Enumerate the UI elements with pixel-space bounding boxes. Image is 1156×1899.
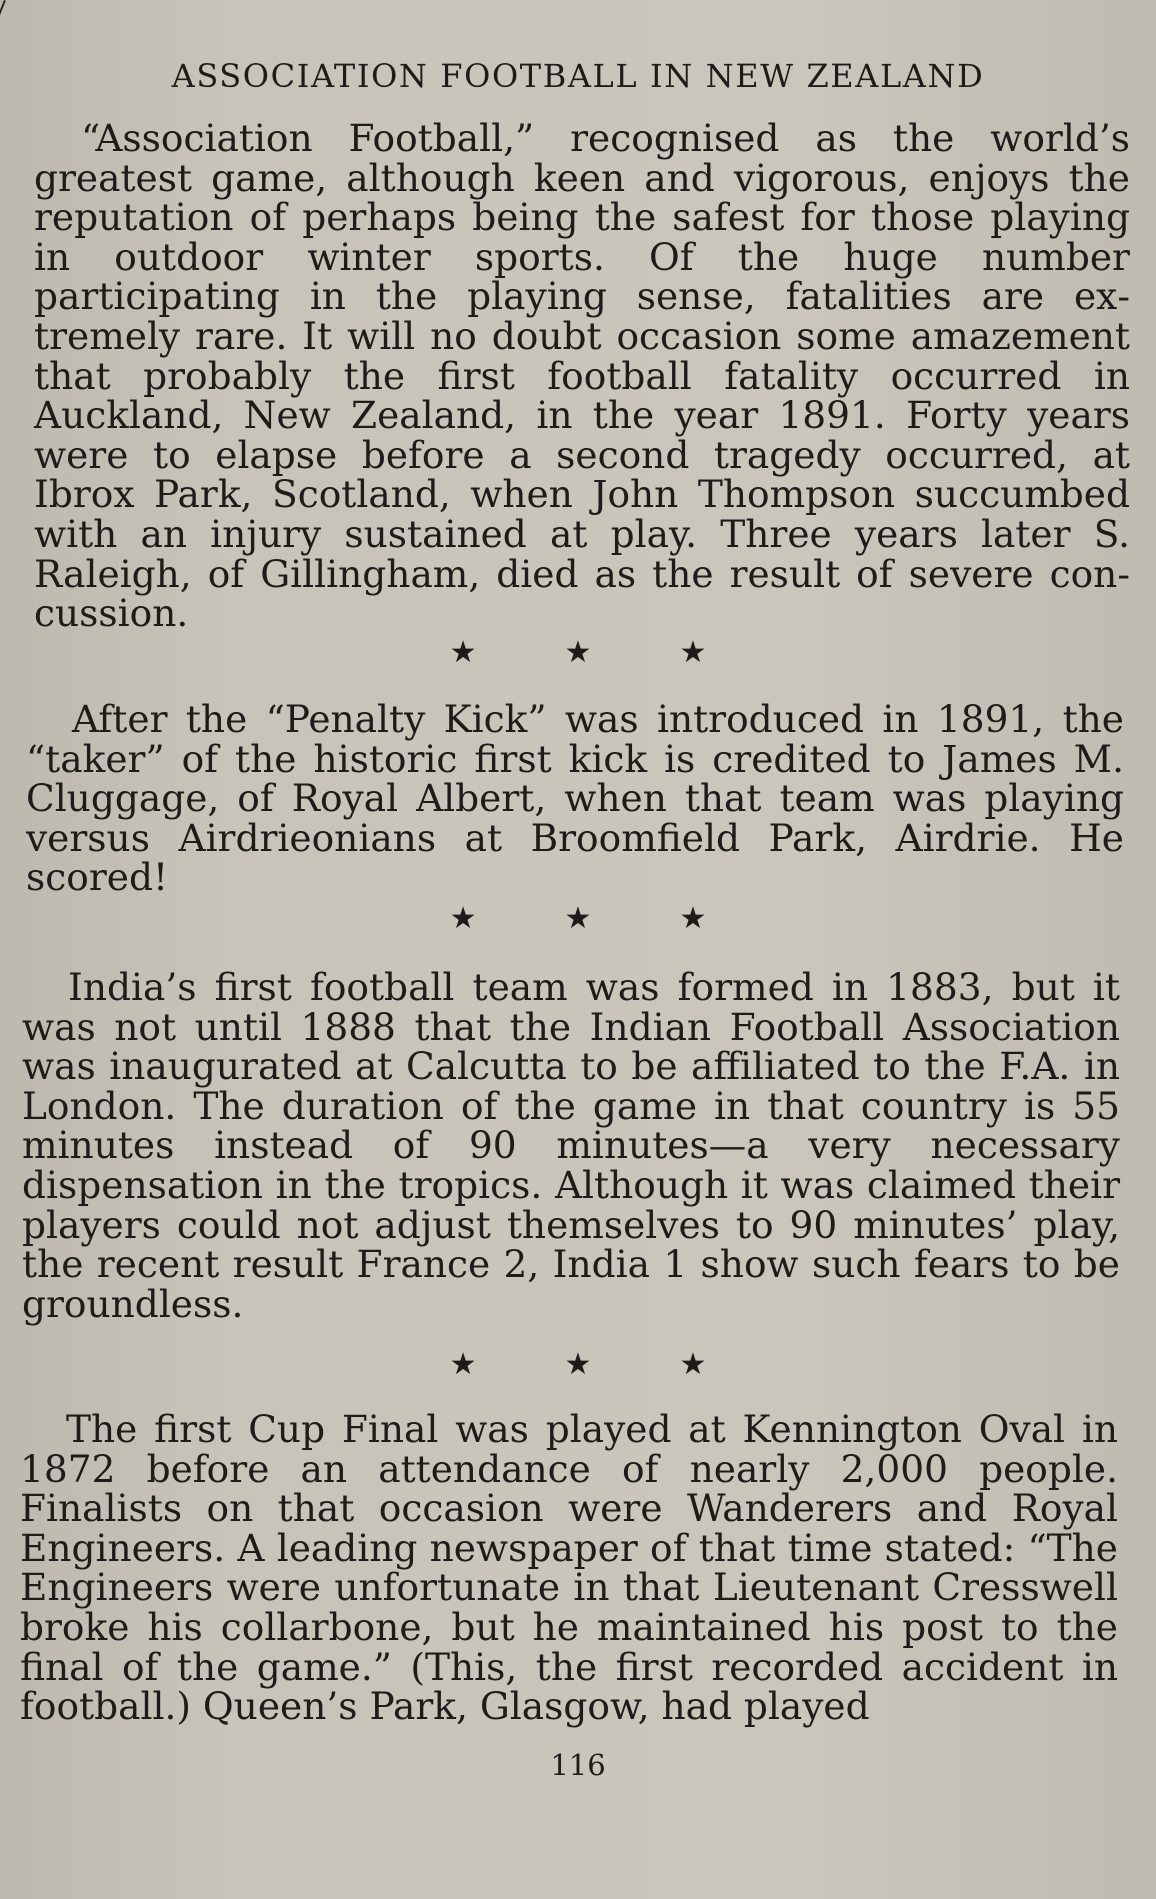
page-number: 116 <box>550 1748 606 1782</box>
star-icon: ★ <box>564 635 592 670</box>
paragraph-fatalities: “Association Football,” recognised as the world’s greatest game, although keen and vigorous, enjoys the reputation of perhaps being the safest for those playing in outdoor winter sports. Of the huge number participating in the playing sense, fatalities are extremely rare. It will no doubt occasion some amazement that probably the first football fatality occurred in Auckland, New Zealand, in the year 1891. Forty years were to elapse before a second tragedy occurred, at Ibrox Park, Scotland, when John Thompson succumbed with an injury sustained at play. Three years later S. Raleigh, of Gillingham, died as the result of severe concussion. <box>34 116 1130 636</box>
star-icon: ★ <box>679 635 707 670</box>
section-separator <box>0 901 1156 936</box>
section-separator <box>0 635 1156 670</box>
paragraph-india: India’s first football team was formed in 1883, but it was not until 1888 that the Indian Football Association was inaugurated at Calcutta to be affiliated to the F.A. in London. The duration of the game in that country is 55 minutes instead of 90 minutes—a very necessary dispensation in the tropics. Although it was claimed their players could not adjust themselves to 90 minutes’ play, the recent result France 2, India 1 show such fears to be groundless. <box>22 965 1120 1326</box>
star-icon: ★ <box>564 1347 592 1382</box>
star-icon: ★ <box>679 1347 707 1382</box>
star-icon: ★ <box>449 901 477 936</box>
star-icon: ★ <box>679 901 707 936</box>
paragraph-penalty-kick: After the “Penalty Kick” was introduced in 1891, the “taker” of the historic first kick is credited to James M. Cluggage, of Royal Albert, when that team was playing versus Airdrieonians at Broomfield Park, Airdrie. He scored! <box>26 697 1124 900</box>
pencil-mark <box>0 0 6 32</box>
star-icon: ★ <box>449 635 477 670</box>
star-icon: ★ <box>564 901 592 936</box>
running-head: ASSOCIATION FOOTBALL IN NEW ZEALAND <box>171 57 985 95</box>
section-separator <box>0 1347 1156 1382</box>
star-icon: ★ <box>449 1347 477 1382</box>
paragraph-cup-final: The first Cup Final was played at Kennington Oval in 1872 before an attendance of nearly 2,000 people. Finalists on that occasion were Wanderers and Royal Engineers. A leading newspaper of that time stated: “The Engineers were unfortunate in that Lieutenant Cresswell broke his collarbone, but he maintained his post to the final of the game.” (This, the first recorded accident in football.) Queen’s Park, Glasgow, had played <box>20 1407 1118 1729</box>
